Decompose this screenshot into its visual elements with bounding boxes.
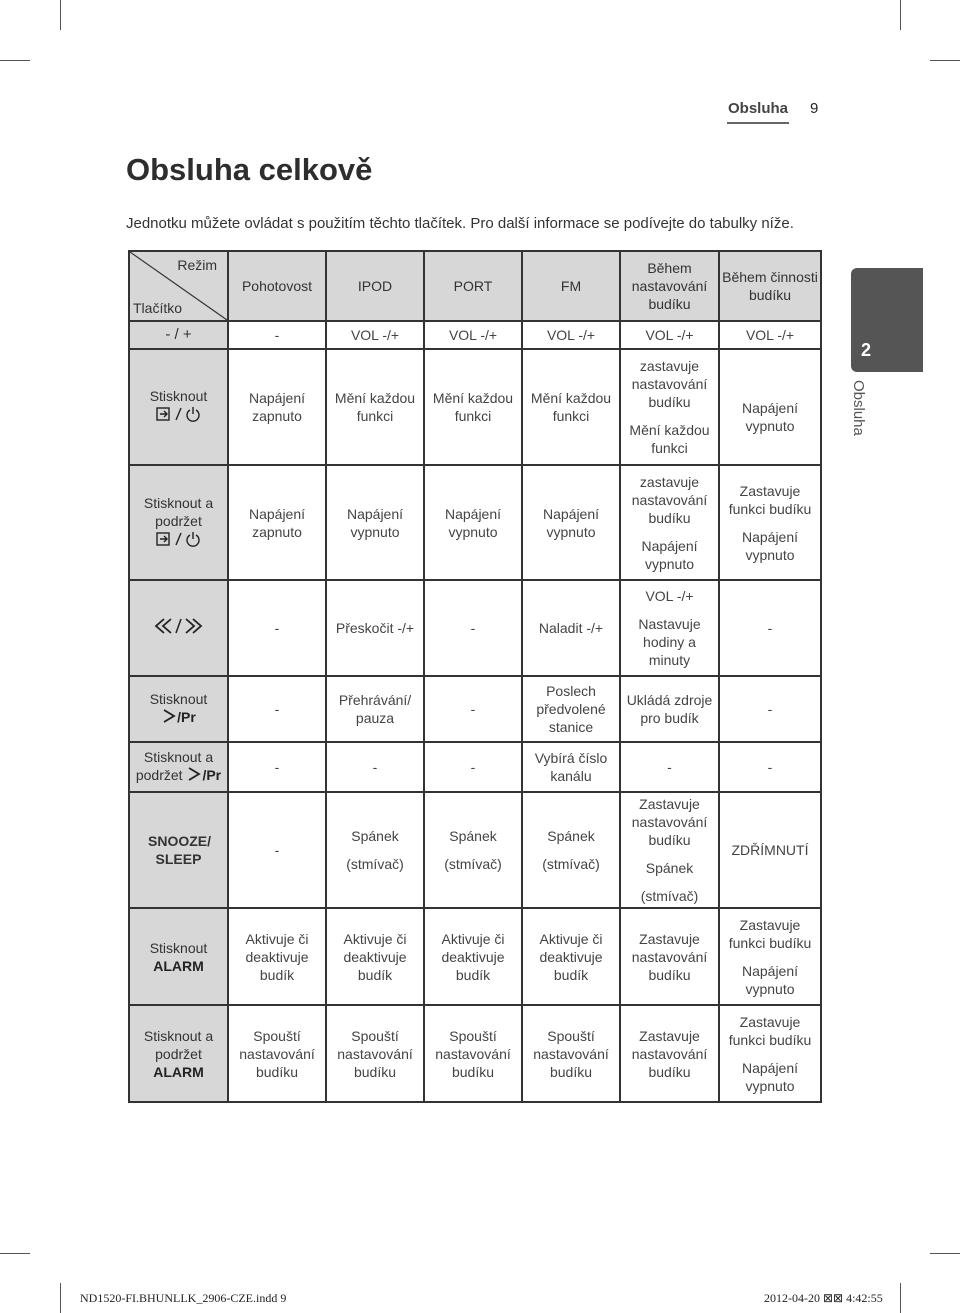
table-row bbox=[129, 465, 821, 580]
table-row bbox=[129, 908, 821, 1005]
controls-table bbox=[128, 250, 822, 1103]
power-icon bbox=[156, 405, 202, 427]
table-cell: Vybírá číslo kanálu bbox=[522, 742, 620, 792]
table-cell bbox=[326, 792, 424, 908]
table-cell: - bbox=[424, 676, 522, 742]
cell-text: (stmívač) bbox=[444, 856, 502, 872]
cell-text: Spánek bbox=[645, 860, 694, 876]
table-cell: - bbox=[424, 742, 522, 792]
column-header: Pohotovost bbox=[228, 251, 326, 321]
table-cell: Spouští nastavování budíku bbox=[228, 1005, 326, 1102]
table-cell bbox=[620, 349, 719, 465]
table-cell bbox=[620, 465, 719, 580]
cell-text: zastavuje nastavování budíku bbox=[631, 473, 708, 526]
crop-mark bbox=[60, 0, 61, 30]
corner-cell bbox=[129, 251, 228, 321]
table-cell: Napájení vypnuto bbox=[424, 465, 522, 580]
crop-mark bbox=[0, 60, 30, 61]
table-row bbox=[129, 349, 821, 465]
crop-mark bbox=[900, 1283, 901, 1313]
row-label bbox=[129, 580, 228, 676]
row-label bbox=[129, 742, 228, 792]
cell-text: Zastavuje funkci budíku bbox=[728, 482, 812, 517]
table-row bbox=[129, 742, 821, 792]
table-row bbox=[129, 1005, 821, 1102]
column-header: IPOD bbox=[326, 251, 424, 321]
table-cell: Napájení zapnuto bbox=[228, 349, 326, 465]
row-label bbox=[129, 1005, 228, 1102]
table-cell bbox=[522, 792, 620, 908]
table-cell: Spouští nastavování budíku bbox=[424, 1005, 522, 1102]
side-tab-number: 2 bbox=[860, 340, 871, 360]
table-cell bbox=[620, 580, 719, 676]
cell-text: Zastavuje funkci budíku bbox=[728, 1013, 812, 1048]
table-cell: Napájení vypnuto bbox=[522, 465, 620, 580]
power-icon bbox=[156, 530, 202, 552]
table-cell: - bbox=[719, 676, 821, 742]
table-cell: Mění každou funkci bbox=[424, 349, 522, 465]
table-cell: - bbox=[424, 580, 522, 676]
cell-text: Napájení vypnuto bbox=[741, 400, 799, 434]
table-cell: Napájení zapnuto bbox=[228, 465, 326, 580]
table-cell: Aktivuje či deaktivuje budík bbox=[228, 908, 326, 1005]
table-cell: Napájení vypnuto bbox=[326, 465, 424, 580]
table-cell: VOL -/+ bbox=[424, 321, 522, 349]
cell-text: VOL -/+ bbox=[645, 588, 694, 604]
table-cell bbox=[719, 465, 821, 580]
table-cell: Spouští nastavování budíku bbox=[326, 1005, 424, 1102]
corner-button-label: Tlačítko bbox=[133, 300, 183, 316]
table-cell: ZDŘÍMNUTÍ bbox=[719, 792, 821, 908]
column-header: Během činnosti budíku bbox=[719, 251, 821, 321]
crop-mark bbox=[930, 1253, 960, 1254]
row-label-text: Stisknout a podržet bbox=[143, 1027, 214, 1062]
cell-text: (stmívač) bbox=[640, 888, 699, 904]
row-label bbox=[129, 908, 228, 1005]
table-row bbox=[129, 580, 821, 676]
table-cell bbox=[719, 349, 821, 465]
column-header: PORT bbox=[424, 251, 522, 321]
side-tab-label: Obsluha bbox=[850, 380, 867, 436]
table-cell: Zastavuje nastavování budíku bbox=[620, 908, 719, 1005]
cell-text: Napájení vypnuto bbox=[741, 1059, 799, 1094]
footer-file: ND1520-FI.BHUNLLK_2906-CZE.indd 9 bbox=[80, 1291, 287, 1305]
table-cell: Aktivuje či deaktivuje budík bbox=[424, 908, 522, 1005]
cell-text: Napájení vypnuto bbox=[641, 537, 698, 572]
table-row bbox=[129, 792, 821, 908]
alarm-key-label: ALARM bbox=[153, 1063, 204, 1080]
table-cell: Ukládá zdroje pro budík bbox=[620, 676, 719, 742]
table-cell bbox=[424, 792, 522, 908]
table-cell: - bbox=[719, 580, 821, 676]
cell-text: Spánek bbox=[547, 828, 595, 844]
cell-text: Zastavuje funkci budíku bbox=[728, 916, 812, 951]
table-cell: Zastavuje nastavování budíku bbox=[620, 1005, 719, 1102]
table-row bbox=[129, 321, 821, 349]
row-label: - / + bbox=[129, 321, 228, 349]
cell-text: Napájení vypnuto bbox=[741, 528, 799, 563]
running-header-section: Obsluha bbox=[728, 100, 789, 117]
crop-mark bbox=[930, 60, 960, 61]
play-key-label: /Pr bbox=[177, 708, 196, 725]
table-cell: Naladit -/+ bbox=[522, 580, 620, 676]
cell-text: Zastavuje nastavování budíku bbox=[631, 796, 708, 848]
crop-mark bbox=[60, 1283, 61, 1313]
table-cell bbox=[620, 792, 719, 908]
row-label-text: Stisknout bbox=[149, 388, 208, 404]
crop-mark bbox=[900, 0, 901, 30]
table-cell bbox=[719, 1005, 821, 1102]
table-cell: - bbox=[228, 676, 326, 742]
row-label-text: Stisknout bbox=[149, 690, 208, 707]
table-cell: VOL -/+ bbox=[522, 321, 620, 349]
cell-text: Spánek bbox=[351, 828, 399, 844]
intro-text: Jednotku můžete ovládat s použitím těchto tlačítek. Pro další informace se podívejte do tabulky níže. bbox=[126, 215, 794, 232]
cell-text: (stmívač) bbox=[542, 856, 600, 872]
table-cell: - bbox=[228, 321, 326, 349]
skip-icon bbox=[152, 616, 206, 640]
page-number: 9 bbox=[810, 100, 819, 117]
table-cell: Mění každou funkci bbox=[522, 349, 620, 465]
table-cell: Aktivuje či deaktivuje budík bbox=[522, 908, 620, 1005]
play-key-label: /Pr bbox=[202, 766, 222, 783]
row-label bbox=[129, 676, 228, 742]
row-label: SNOOZE/ SLEEP bbox=[129, 792, 228, 908]
table-cell: Aktivuje či deaktivuje budík bbox=[326, 908, 424, 1005]
cell-text: zastavuje nastavování budíku bbox=[631, 358, 708, 410]
table-cell: - bbox=[228, 792, 326, 908]
row-label-text: Stisknout a podržet bbox=[143, 494, 214, 529]
table-cell: Přehrávání/ pauza bbox=[326, 676, 424, 742]
column-header: Během nastavování budíku bbox=[620, 251, 719, 321]
header-underline bbox=[727, 122, 789, 124]
cell-text: Mění každou funkci bbox=[629, 422, 710, 456]
table-cell: - bbox=[326, 742, 424, 792]
table-cell: - bbox=[228, 742, 326, 792]
table-cell: VOL -/+ bbox=[620, 321, 719, 349]
crop-mark bbox=[0, 1253, 30, 1254]
play-icon bbox=[186, 766, 202, 786]
cell-text: Spánek bbox=[449, 828, 497, 844]
row-label bbox=[129, 465, 228, 580]
table-cell: - bbox=[719, 742, 821, 792]
table-cell: VOL -/+ bbox=[719, 321, 821, 349]
table-header-row bbox=[129, 251, 821, 321]
table-cell: - bbox=[620, 742, 719, 792]
table-row bbox=[129, 676, 821, 742]
page-title: Obsluha celkově bbox=[126, 152, 373, 187]
table-cell: Poslech předvolené stanice bbox=[522, 676, 620, 742]
cell-text: Nastavuje hodiny a minuty bbox=[638, 616, 701, 668]
table-cell: Přeskočit -/+ bbox=[326, 580, 424, 676]
table-cell: Mění každou funkci bbox=[326, 349, 424, 465]
row-label bbox=[129, 349, 228, 465]
row-label-text: Stisknout bbox=[149, 939, 208, 956]
play-icon bbox=[161, 708, 177, 728]
column-header: FM bbox=[522, 251, 620, 321]
cell-text: Napájení vypnuto bbox=[741, 962, 799, 997]
table-cell bbox=[719, 908, 821, 1005]
corner-mode-label: Režim bbox=[177, 257, 217, 273]
footer-date: 2012-04-20 ⊠⊠ 4:42:55 bbox=[764, 1291, 883, 1305]
alarm-key-label: ALARM bbox=[153, 957, 204, 974]
table-cell: - bbox=[228, 580, 326, 676]
table-cell: VOL -/+ bbox=[326, 321, 424, 349]
row-label-text: Stisknout a podržet bbox=[135, 748, 214, 783]
cell-text: (stmívač) bbox=[346, 856, 404, 872]
table-cell: Spouští nastavování budíku bbox=[522, 1005, 620, 1102]
